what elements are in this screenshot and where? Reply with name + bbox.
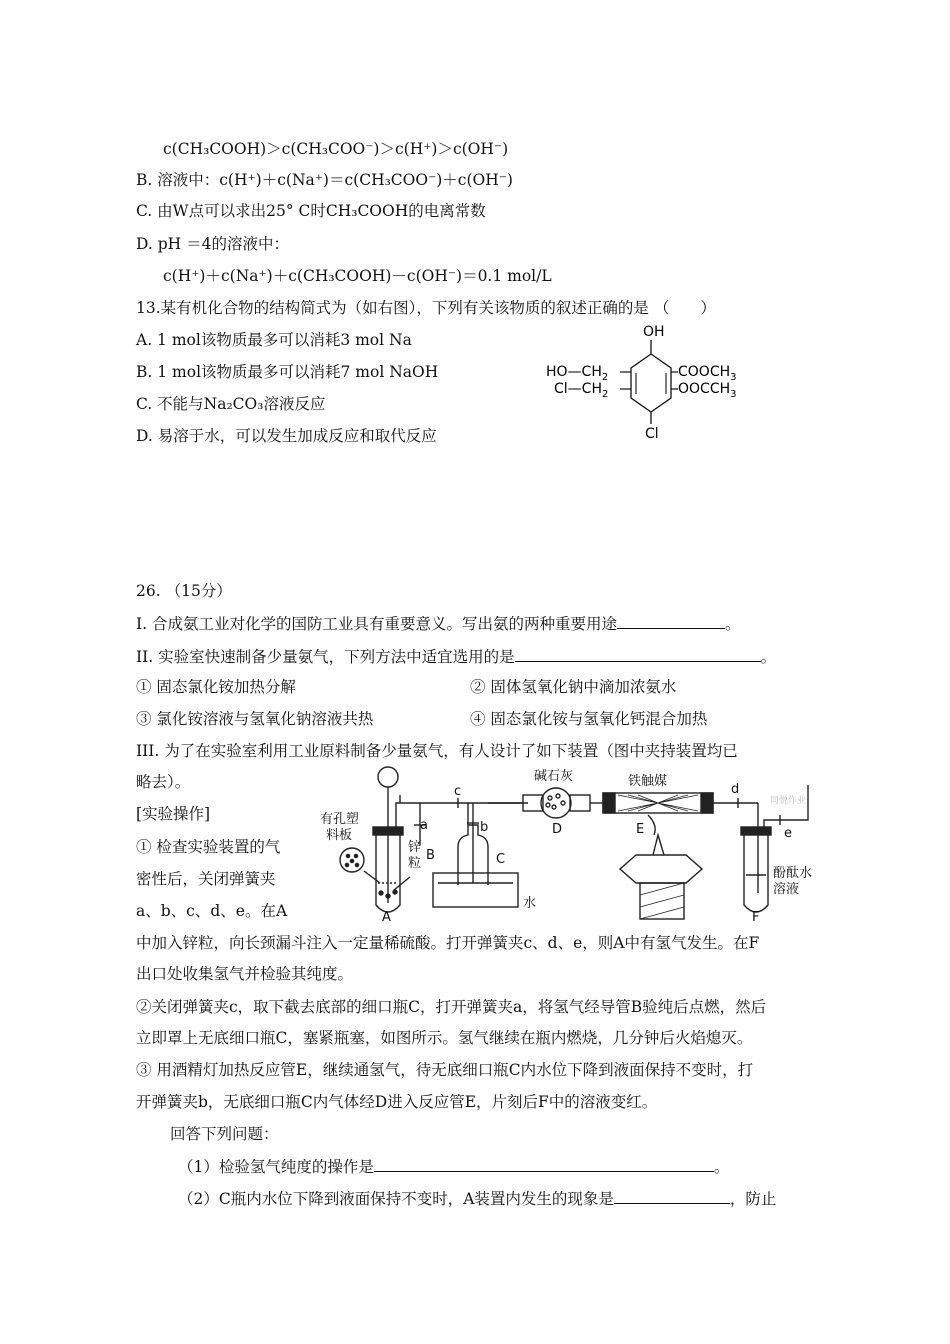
funnel-bulb (378, 767, 398, 787)
q13-option-b: B. 1 mol该物质最多可以消耗7 mol NaOH (136, 363, 439, 381)
operation-title: [实验操作] (136, 805, 211, 823)
op2-line2: 立即罩上无底细口瓶C，塞紧瓶塞，如图所示。氢气继续在瓶内燃烧，几分钟后火焰熄灭。 (136, 1029, 753, 1047)
q12-option-d-continued: c(H⁺)＋c(Na⁺)＋c(CH₃COOH)－c(OH⁻)＝0.1 mol/L (163, 267, 552, 285)
q12-option-a-continued: c(CH₃COOH)＞c(CH₃COO⁻)＞c(H⁺)＞c(OH⁻) (163, 140, 509, 158)
q12-option-c: C. 由W点可以求出25° C时CH₃COOH的电离常数 (136, 202, 486, 220)
q13-structure-diagram (540, 318, 760, 443)
label-iron-catalyst: 铁触媒 (628, 774, 668, 789)
answer-prompt: 回答下列问题： (170, 1125, 279, 1143)
answer-blank[interactable] (617, 612, 725, 629)
q13-option-c: C. 不能与Na₂CO₃溶液反应 (136, 395, 326, 413)
method-1: ① 固态氯化铵加热分解 (136, 678, 296, 696)
op2-line1: ②关闭弹簧夹c，取下截去底部的细口瓶C，打开弹簧夹a，将氢气经导管B验纯后点燃，然后 (136, 998, 767, 1016)
method-3: ③ 氯化铵溶液与氢氧化钠溶液共热 (136, 710, 374, 728)
structure-left-1: $HO—CH_2$ (546, 364, 609, 383)
q12-option-b: B. 溶液中：c(H⁺)＋c(Na⁺)＝c(CH₃COO⁻)＋c(OH⁻) (136, 171, 513, 189)
label-c-device: C (496, 852, 506, 867)
label-a-device: A (382, 910, 391, 925)
q26-part2: II. 实验室快速制备少量氨气，下列方法中适宜选用的是 。 (136, 645, 776, 668)
label-clip-e: e (784, 826, 792, 841)
label-b-device: B (426, 848, 435, 863)
label-clip-c: c (454, 784, 462, 799)
label-phenolphthalein-1: 酚酞水 (773, 866, 813, 881)
label-perforated-plate: 有孔塑 (320, 812, 360, 827)
sub-question-2: （2）C瓶内水位下降到液面保持不变时，A装置内发生的现象是 ，防止 (178, 1187, 776, 1210)
op3-line1: ③ 用酒精灯加热反应管E，继续通氢气，待无底细口瓶C内水位下降到液面保持不变时，打 (136, 1061, 754, 1079)
structure-right-2: $OOCCH_3$ (678, 381, 737, 400)
op1-line4: 中加入锌粒，向长颈漏斗注入一定量稀硫酸。打开弹簧夹c、d、e，则A中有氢气发生。在F (136, 934, 760, 952)
label-perforated-plate-2: 料板 (326, 828, 353, 843)
label-d-device: D (552, 822, 563, 837)
label-e-device: E (636, 822, 645, 837)
op3-line2: 开弹簧夹b，无底细口瓶C内气体经D进入反应管E，片刻后F中的溶液变红。 (136, 1093, 658, 1111)
answer-blank[interactable] (515, 645, 761, 662)
q26-header: 26. （15分） (136, 582, 232, 600)
label-soda-lime: 碱石灰 (534, 769, 574, 784)
op1-line1: ① 检查实验装置的气 (136, 838, 281, 856)
label-zinc-1: 锌 (408, 840, 422, 855)
structure-right-1: $COOCH_3$ (678, 364, 737, 383)
q26-part3-line1: III. 为了在实验室利用工业原料制备少量氨气，有人设计了如下装置（图中夹持装置均已 (136, 742, 738, 760)
op1-line5: 出口处收集氢气并检验其纯度。 (136, 965, 354, 983)
method-2: ② 固体氢氧化钠中滴加浓氨水 (470, 678, 677, 696)
answer-blank[interactable] (614, 1187, 730, 1204)
label-phenolphthalein-2: 溶液 (773, 882, 800, 897)
structure-left-2: $Cl—CH_2$ (554, 381, 609, 400)
answer-blank[interactable] (374, 1155, 714, 1172)
q12-option-d: D. pH ＝4的溶液中： (136, 235, 289, 253)
label-water: 水 (523, 896, 537, 911)
op1-line2: 密性后，关闭弹簧夹 (136, 870, 276, 888)
structure-oh-label: OH (643, 324, 665, 340)
q13-option-a: A. 1 mol该物质最多可以消耗3 mol Na (136, 331, 412, 349)
q13-option-d: D. 易溶于水，可以发生加成反应和取代反应 (136, 427, 437, 445)
op1-line3: a、b、c、d、e。在A (136, 902, 288, 920)
q13-stem: 13.某有机化合物的结构简式为（如右图），下列有关该物质的叙述正确的是 （ ） (136, 299, 716, 317)
sub-question-1: （1）检验氢气纯度的操作是 。 (178, 1155, 729, 1178)
label-f-device: F (752, 910, 760, 925)
q26-part1: I. 合成氨工业对化学的国防工业具有重要意义。写出氨的两种重要用途 。 (136, 612, 741, 635)
label-zinc-2: 粒 (408, 856, 422, 871)
drying-ball-d (541, 788, 571, 818)
label-clip-b: b (480, 820, 489, 835)
apparatus-diagram (318, 765, 828, 925)
structure-cl-bottom: Cl (645, 426, 659, 442)
q26-part3-line2: 略去）。 (136, 773, 191, 791)
label-clip-a: a (420, 818, 428, 833)
label-clip-d: d (731, 782, 740, 797)
method-4: ④ 固态氯化铵与氢氧化钙混合加热 (470, 710, 708, 728)
watermark: 同悦作业 (770, 796, 807, 806)
